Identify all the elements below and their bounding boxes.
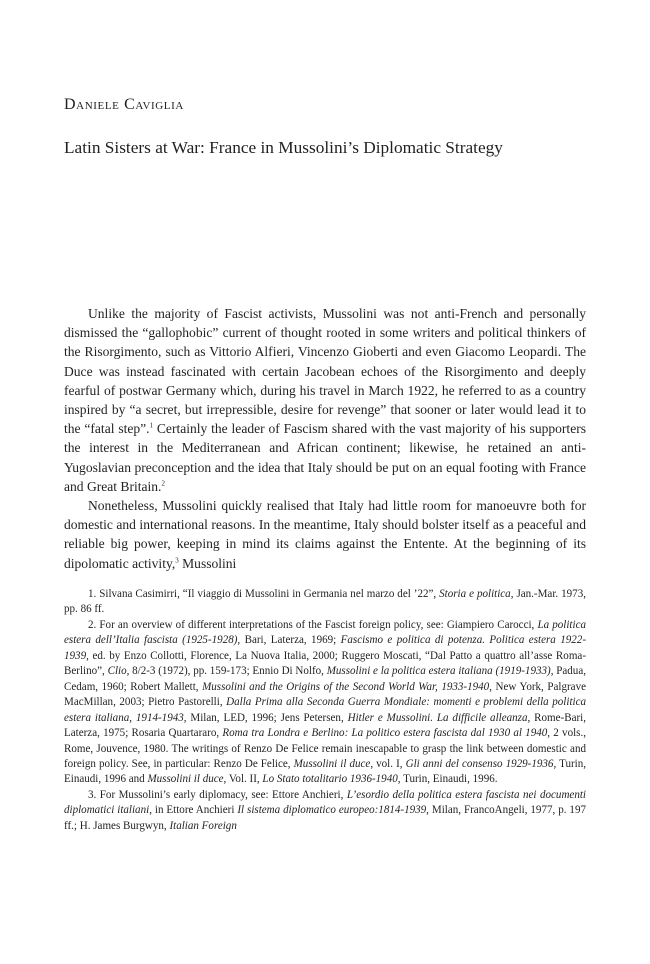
footnote-2: 2. For an overview of different interpretations of the Fascist foreign policy, see: Giampiero Carocci, La politica estera dell’Italia fascista (1925-1928), Bari, Laterza, 1969; Fascismo e politica di potenza. Politica estera 1922-1939, ed. by Enzo Collotti, Florence, La Nuova Italia, 2000; Ruggero Moscati, “Dal Patto a quattro all’asse Roma-Berlino”, Clio, 8/2-3 (1972), pp. 159-173; Ennio Di Nolfo, Mussolini e la politica estera italiana (1919-1933), Padua, Cedam, 1960; Robert Mallett, Mussolini and the Origins of the Second World War, 1933-1940, New York, Palgrave MacMillan, 2003; Pietro Pastorelli, Dalla Prima alla Seconda Guerra Mondiale: momenti e problemi della politica estera italiana, 1914-1943, Milan, LED, 1996; Jens Petersen, Hitler e Mussolini. La difficile alleanza, Rome-Bari, Laterza, 1975; Rosaria Quartararo, Roma tra Londra e Berlino: La politico estera fascista dal 1930 al 1940, 2 vols., Rome, Jouvence, 1980. The writings of Renzo De Felice remain inescapable to grasp the link between domestic and foreign policy. See, in particular: Renzo De Felice, Mussolini il duce, vol. I, Gli anni del consenso 1929-1936, Turin, Einaudi, 1996 and Mussolini il duce, Vol. II, Lo Stato totalitario 1936-1940, Turin, Einaudi, 1996. (64, 618, 587, 786)
body-text (64, 304, 586, 573)
footnote-1: 1. Silvana Casimirri, “Il viaggio di Mussolini in Germania nel marzo del ’22”, Storia e politica, Jan.-Mar. 1973, pp. 86 ff. (64, 588, 586, 616)
footnotes (64, 587, 586, 834)
body-paragraph-2: Nonetheless, Mussolini quickly realised that Italy had little room for manoeuvre both for domestic and international reasons. In the meantime, Italy should bolster itself as a peaceful and reliable big power, keeping in mind its claims against the Entente. At the beginning of its dipolomatic activity,$^3$ Mussolini (64, 498, 586, 571)
author-name: Daniele Caviglia (64, 96, 184, 113)
chapter-title: Latin Sisters at War: France in Mussolini’s Diplomatic Strategy (64, 138, 503, 157)
footnote-ref-1[interactable]: 1 (149, 421, 154, 430)
footnote-ref-2[interactable]: 2 (161, 479, 165, 488)
footnote-3: 3. For Mussolini’s early diplomacy, see: Ettore Anchieri, L’esordio della politica estera fascista nei documenti diplomatici italiani, in Ettore Anchieri Il sistema diplomatico europeo:1814-1939, Milan, FrancoAngeli, 1977, p. 197 ff.; H. James Burgwyn, Italian Foreign (64, 788, 587, 832)
footnote-ref-3[interactable]: 3 (175, 556, 179, 565)
body-paragraph-1: Unlike the majority of Fascist activists, Mussolini was not anti-French and personally dismissed the “gallophobic” current of thought rooted in some writers and political thinkers of the Risorgimento, such as Vittorio Alfieri, Vincenzo Gioberti and even Giacomo Leopardi. The Duce was instead fascinated with certain Jacobean echoes of the Risorgimento and deeply fearful of postwar Germany which, during his travel in March 1922, he referred to as a country inspired by “a secret, but irrepressible, desire for revenge” that sooner or later would lead it to the “fatal step”.$^1$ Certainly the leader of Fascism shared with the vast majority of his supporters the interest in the Mediterranean and African continent; likewise, he retained an anti-Yugoslavian preconception and the idea that Italy should be put on an equal footing with France and Great Britain.$^2$ (64, 306, 586, 494)
